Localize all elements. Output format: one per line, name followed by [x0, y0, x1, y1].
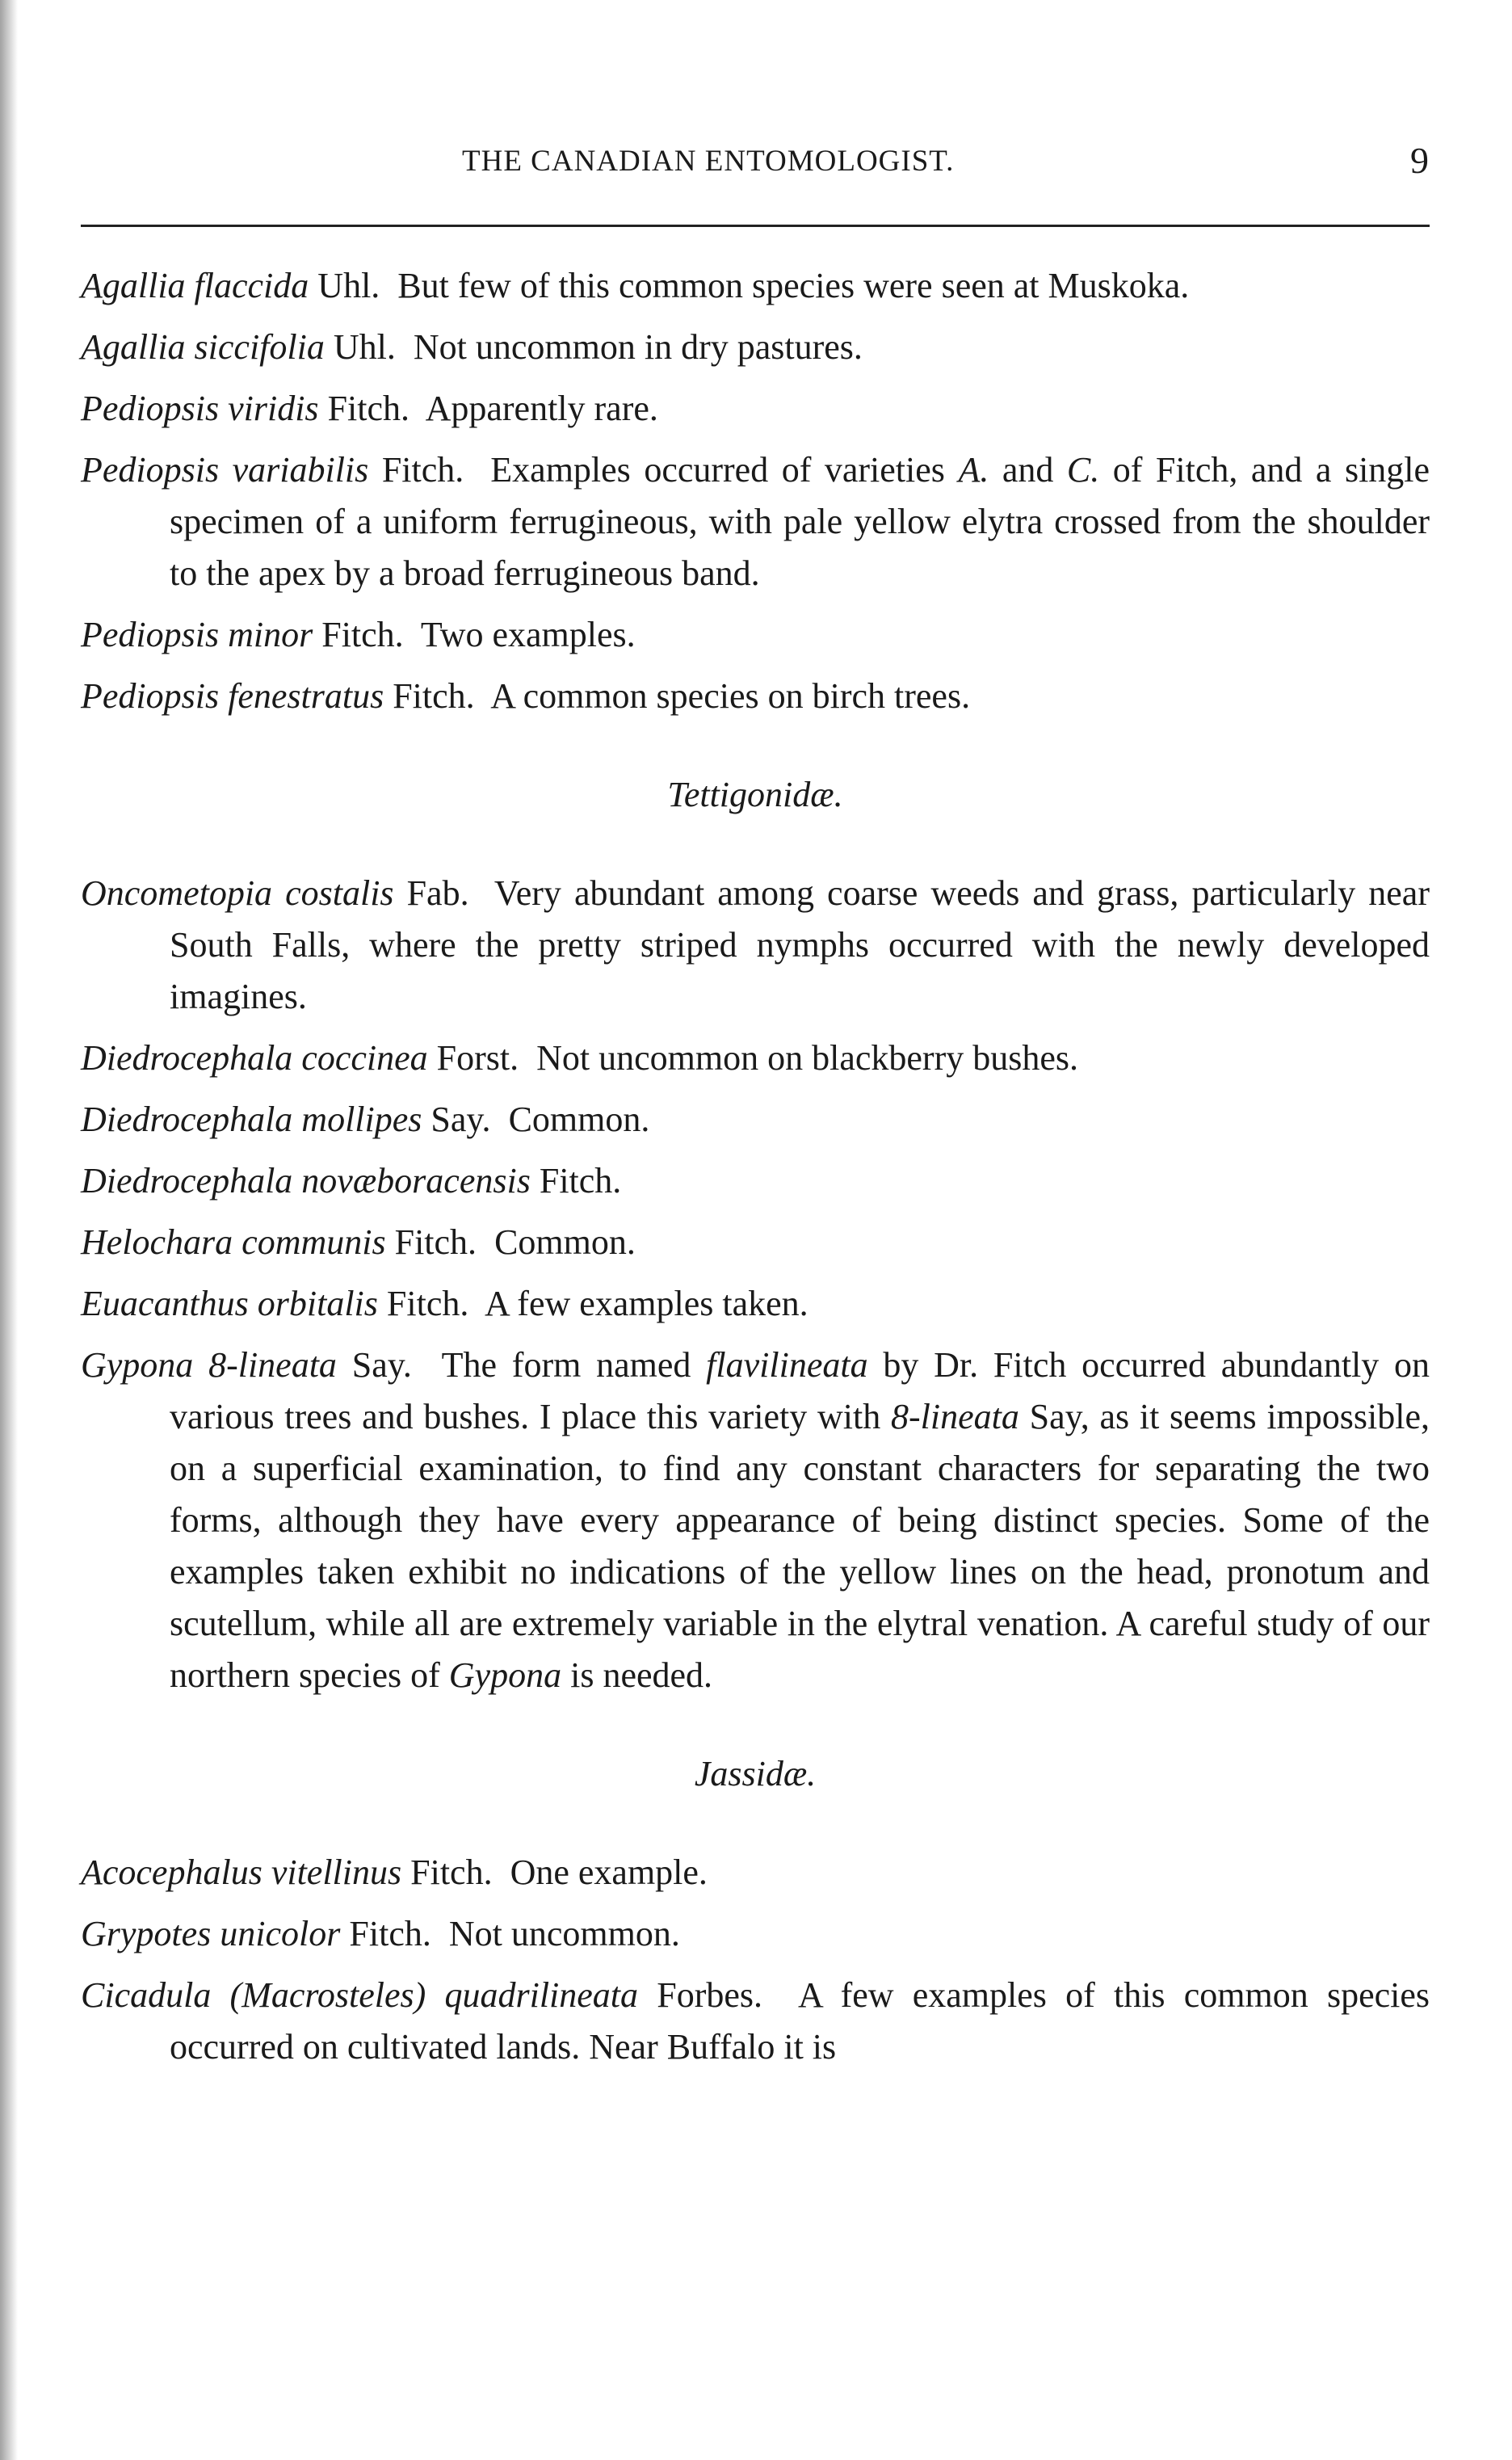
species-entry — [81, 444, 1430, 599]
species-entry — [81, 1278, 1430, 1330]
taxon-author: Fab. — [406, 873, 469, 913]
entry-text: is needed. — [570, 1655, 713, 1695]
taxon-name: Agallia siccifolia — [81, 327, 325, 367]
section-heading-jassidae: Jassidæ. — [694, 1754, 817, 1793]
entry-text: A common species on birch trees. — [490, 676, 971, 716]
species-entry — [81, 1155, 1430, 1207]
entry-text: Common. — [494, 1222, 636, 1262]
taxon-author: Fitch. — [410, 1852, 493, 1892]
taxon-author: Fitch. — [539, 1161, 622, 1201]
entry-text: Not uncommon in dry pastures. — [413, 327, 863, 367]
taxon-name: Diedrocephala novæboracensis — [81, 1161, 531, 1201]
header-rule — [81, 225, 1430, 227]
taxon-author: Forst. — [436, 1038, 519, 1078]
taxon-name: Pediopsis viridis — [81, 389, 319, 428]
page-body — [81, 260, 1430, 2083]
taxon-name-inline: 8-lineata — [890, 1397, 1019, 1436]
species-entry — [81, 1908, 1430, 1960]
taxon-author: Forbes. — [657, 1975, 763, 2015]
entry-text: Apparently rare. — [425, 389, 658, 428]
taxon-name: Gypona 8-lineata — [81, 1345, 337, 1385]
entry-text: A few examples taken. — [484, 1284, 808, 1323]
entry-text: A few examples of this common species occurred on cultivated lands. Near Buffalo it is — [170, 1975, 1430, 2067]
entry-text: But few of this common species were seen at Muskoka. — [397, 266, 1190, 305]
species-entry — [81, 260, 1430, 312]
running-title: THE CANADIAN ENTOMOLOGIST. — [462, 145, 955, 178]
species-entry — [81, 1032, 1430, 1084]
entry-text: One example. — [510, 1852, 708, 1892]
taxon-name-inline: flavilineata — [706, 1345, 868, 1385]
taxon-author: Uhl. — [333, 327, 396, 367]
entry-text: The form named — [441, 1345, 691, 1385]
entry-text: Common. — [508, 1100, 650, 1139]
taxon-author: Fitch. — [349, 1914, 431, 1953]
taxon-author: Fitch. — [386, 1284, 469, 1323]
entry-text: of Fitch, and a single specimen of a uniform ferrugineous, with pale yellow elytra crossed from the shoulder to the apex by a broad ferrugineous band. — [170, 450, 1430, 593]
taxon-author: Fitch. — [327, 389, 410, 428]
taxon-author: Fitch. — [321, 615, 404, 654]
species-entry — [81, 383, 1430, 435]
taxon-author: Fitch. — [393, 676, 475, 716]
taxon-name: Pediopsis minor — [81, 615, 313, 654]
taxon-name: Acocephalus vitellinus — [81, 1852, 402, 1892]
taxon-name: Grypotes unicolor — [81, 1914, 341, 1953]
entry-text: Not uncommon on blackberry bushes. — [536, 1038, 1079, 1078]
species-entry — [81, 1217, 1430, 1268]
species-entry — [81, 868, 1430, 1023]
page-number: 9 — [1410, 140, 1430, 181]
taxon-name-inline: Gypona — [448, 1655, 562, 1695]
taxon-name: Helochara communis — [81, 1222, 386, 1262]
entry-text: Very abundant among coarse weeds and grass, particularly near South Falls, where the pretty striped nymphs occurred with the newly developed imagines. — [170, 873, 1430, 1016]
species-entry — [81, 1094, 1430, 1146]
binding-shadow — [0, 0, 18, 2460]
species-entry — [81, 1339, 1430, 1701]
taxon-name: Diedrocephala mollipes — [81, 1100, 422, 1139]
taxon-name: Pediopsis variabilis — [81, 450, 369, 490]
section-heading-tettigonidae: Tettigonidæ. — [667, 775, 843, 814]
entry-text: Examples occurred of varieties — [490, 450, 945, 490]
species-entry — [81, 1847, 1430, 1899]
variety-label: A. — [958, 450, 989, 490]
page-header — [81, 140, 1430, 192]
taxon-author: Fitch. — [381, 450, 464, 490]
entry-text: Say, as it seems impossible, on a superficial examination, to find any constant characters for separating the two forms, although they have every appearance of being distinct species. Some of the examples taken exhibit no indications of the yellow lines on the head, pronotum and scutellum, while all are extremely variable in the elytral venation. A careful study of our northern species of — [170, 1397, 1430, 1695]
species-entry — [81, 609, 1430, 661]
taxon-author: Uhl. — [317, 266, 380, 305]
taxon-author: Say. — [430, 1100, 491, 1139]
entry-text: and — [1002, 450, 1054, 490]
variety-label: C. — [1066, 450, 1100, 490]
taxon-name: Pediopsis fenestratus — [81, 676, 384, 716]
species-entry — [81, 322, 1430, 373]
taxon-name: Diedrocephala coccinea — [81, 1038, 428, 1078]
species-entry — [81, 1970, 1430, 2073]
entry-text: Not uncommon. — [448, 1914, 680, 1953]
entry-text: Two examples. — [420, 615, 636, 654]
species-entry — [81, 671, 1430, 722]
taxon-name: Oncometopia costalis — [81, 873, 394, 913]
taxon-name: Euacanthus orbitalis — [81, 1284, 378, 1323]
taxon-name: Cicadula (Macrosteles) quadrilineata — [81, 1975, 639, 2015]
taxon-author: Fitch. — [394, 1222, 477, 1262]
entry-text: by Dr. Fitch occurred abundantly on various trees and bushes. I place this variety with — [170, 1345, 1430, 1436]
taxon-name: Agallia flaccida — [81, 266, 309, 305]
taxon-author: Say. — [351, 1345, 412, 1385]
